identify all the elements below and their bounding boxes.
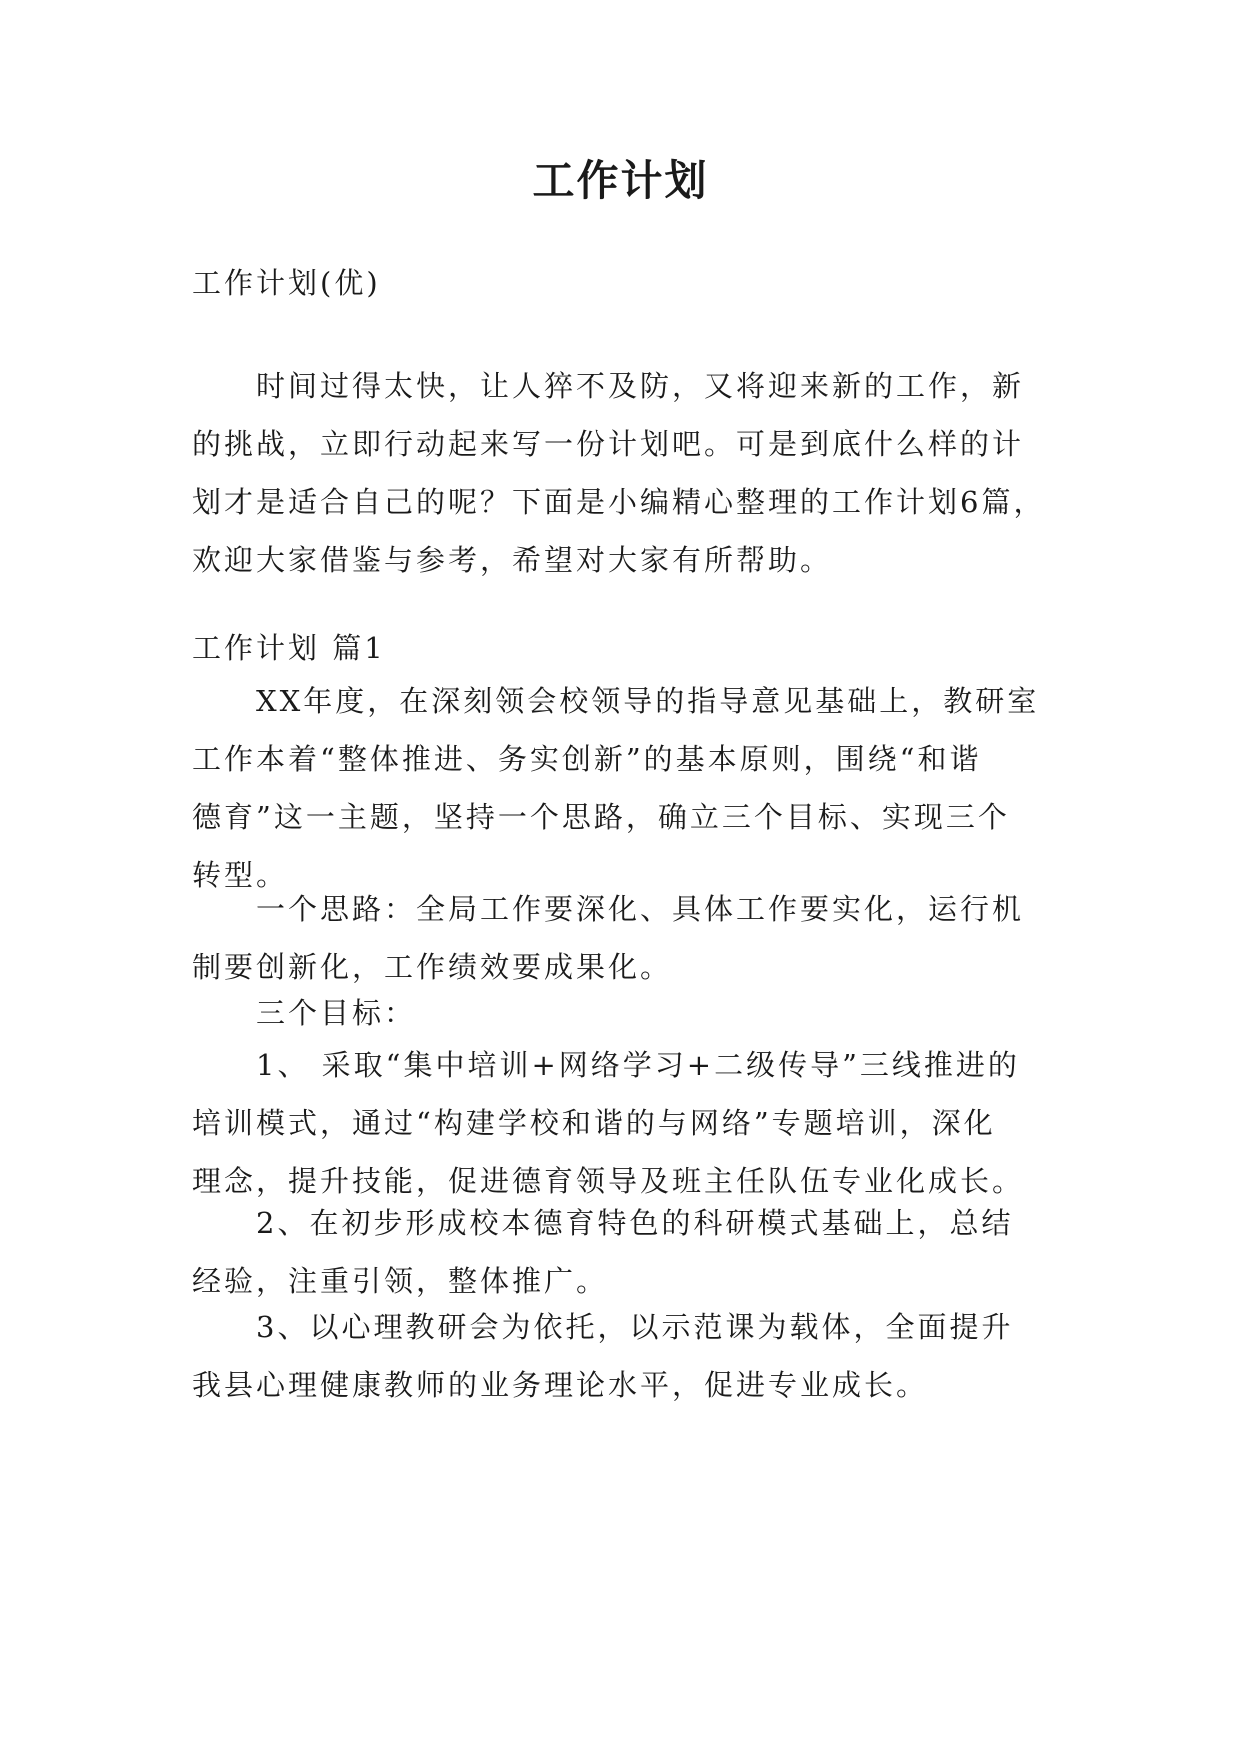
list-item-line: 我县心理健康教师的业务理论水平，促进专业成长。 <box>192 1368 929 1402</box>
paragraph-line: 德育”这一主题，坚持一个思路，确立三个目标、实现三个 <box>192 800 1010 834</box>
intro-paragraph <box>192 357 1052 589</box>
list-item-line: 3、以心理教研会为依托，以示范课为载体，全面提升 <box>256 1310 1014 1344</box>
paragraph-line: XX年度，在深刻领会校领导的指导意见基础上，教研室 <box>256 684 1040 718</box>
paragraph-line: 转型。 <box>192 858 289 892</box>
paragraph-line: 三个目标： <box>256 996 417 1030</box>
list-item-line: 培训模式，通过“构建学校和谐的与网络”专题培训，深化 <box>192 1106 996 1140</box>
intro-line: 的挑战，立即行动起来写一份计划吧。可是到底什么样的计 <box>192 427 1025 461</box>
list-item-line: 理念，提升技能，促进德育领导及班主任队伍专业化成长。 <box>192 1164 1025 1198</box>
list-item-line: 2、在初步形成校本德育特色的科研模式基础上，总结 <box>256 1206 1014 1240</box>
intro-line: 划才是适合自己的呢？下面是小编精心整理的工作计划6篇， <box>192 485 1046 519</box>
paragraph-line: 制要创新化，工作绩效要成果化。 <box>192 950 673 984</box>
document-subtitle <box>192 254 1052 312</box>
paragraph-line: 一个思路：全局工作要深化、具体工作要实化，运行机 <box>256 892 1025 926</box>
intro-line: 时间过得太快，让人猝不及防，又将迎来新的工作，新 <box>256 369 1025 403</box>
paragraph-2 <box>192 880 1052 996</box>
list-item-line: 1、 采取“集中培训+网络学习+二级传导”三线推进的 <box>256 1048 1020 1082</box>
subtitle-text: 工作计划(优) <box>192 266 381 300</box>
list-item-line: 经验，注重引领，整体推广。 <box>192 1264 609 1298</box>
intro-line: 欢迎大家借鉴与参考，希望对大家有所帮助。 <box>192 543 833 577</box>
paragraph-1 <box>192 672 1052 904</box>
list-item-1 <box>192 1036 1052 1210</box>
section-heading-text: 工作计划 篇1 <box>192 631 386 665</box>
list-item-2 <box>192 1194 1052 1310</box>
document-title: 工作计划 <box>532 156 709 205</box>
paragraph-3 <box>192 984 1052 1042</box>
paragraph-line: 工作本着“整体推进、务实创新”的基本原则，围绕“和谐 <box>192 742 982 776</box>
list-item-3 <box>192 1298 1052 1414</box>
section-heading <box>192 619 1052 677</box>
